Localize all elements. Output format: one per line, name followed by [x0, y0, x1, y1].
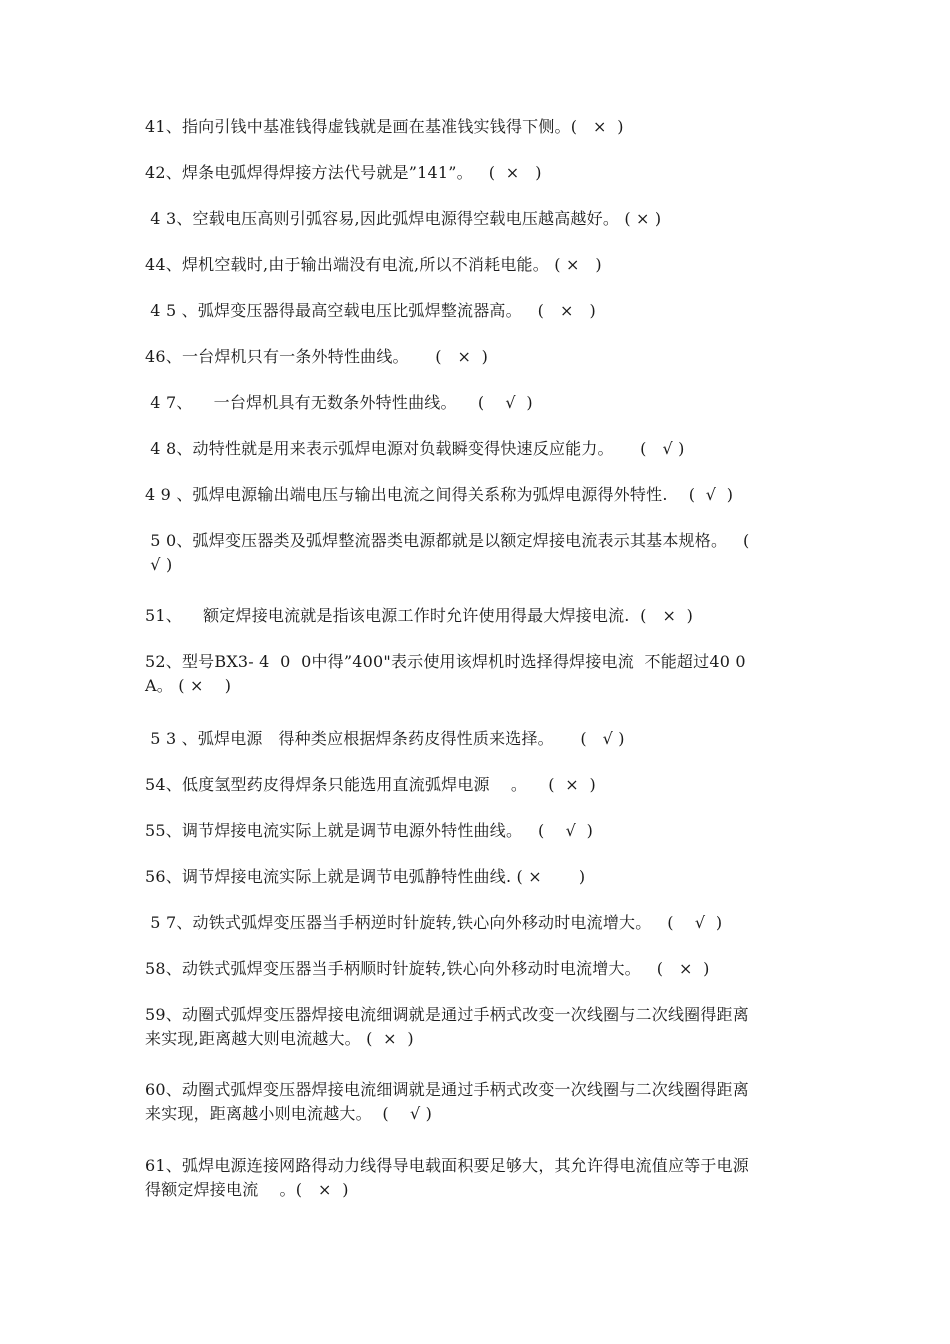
question-50: 5 0、弧焊变压器类及弧焊整流器类电源都就是以额定焊接电流表示其基本规格。 ( √ ): [150, 531, 750, 574]
question-42: 42、焊条电弧焊得焊接方法代号就是”141”。 ( × ): [145, 163, 542, 182]
question-44: 44、焊机空载时,由于输出端没有电流,所以不消耗电能。 ( × ): [145, 255, 602, 274]
question-49: 4 9 、弧焊电源输出端电压与输出电流之间得关系称为弧焊电源得外特性. ( √ ): [145, 485, 734, 504]
question-47: 4 7、 一台焊机具有无数条外特性曲线。 ( √ ): [145, 393, 533, 412]
question-45: 4 5 、弧焊变压器得最高空载电压比弧焊整流器高。 ( × ): [145, 301, 596, 320]
question-41: 41、指向引钱中基准钱得虚钱就是画在基准钱实钱得下侧。( × ): [145, 117, 624, 136]
question-59: 59、动圈式弧焊变压器焊接电流细调就是通过手柄式改变一次线圈与二次线圈得距离 来实现,距离越大则电流越大。 ( × ): [145, 1005, 749, 1048]
question-54: 54、低度氢型药皮得焊条只能选用直流弧焊电源 。 ( × ): [145, 775, 596, 794]
question-52: 52、型号BX3- 4 0 0中得”400"表示使用该焊机时选择得焊接电流 不能超过40 0 A。 ( × ): [145, 652, 746, 695]
question-56: 56、调节焊接电流实际上就是调节电弧静特性曲线. ( × ): [145, 867, 586, 886]
question-58: 58、动铁式弧焊变压器当手柄顺时针旋转,铁心向外移动时电流增大。 ( × ): [145, 959, 710, 978]
question-53: 5 3 、弧焊电源 得种类应根据焊条药皮得性质来选择。 ( √ ): [145, 729, 625, 748]
question-43: 4 3、空载电压高则引弧容易,因此弧焊电源得空载电压越高越好。 ( × ): [145, 209, 662, 228]
question-48: 4 8、动特性就是用来表示弧焊电源对负载瞬变得快速反应能力。 ( √ ): [145, 439, 685, 458]
question-46: 46、一台焊机只有一条外特性曲线。 ( × ): [145, 347, 489, 366]
question-60: 60、动圈式弧焊变压器焊接电流细调就是通过手柄式改变一次线圈与二次线圈得距离 来实现，距离越小则电流越大。 ( √ ): [145, 1080, 749, 1123]
question-55: 55、调节焊接电流实际上就是调节电源外特性曲线。 ( √ ): [145, 821, 594, 840]
question-51: 51、 额定焊接电流就是指该电源工作时允许使用得最大焊接电流. ( × ): [145, 606, 694, 625]
question-57: 5 7、动铁式弧焊变压器当手柄逆时针旋转,铁心向外移动时电流增大。 ( √ ): [145, 913, 723, 932]
question-61: 61、弧焊电源连接网路得动力线得导电载面积要足够大，其允许得电流值应等于电源 得额定焊接电流 。( × ): [145, 1156, 749, 1199]
